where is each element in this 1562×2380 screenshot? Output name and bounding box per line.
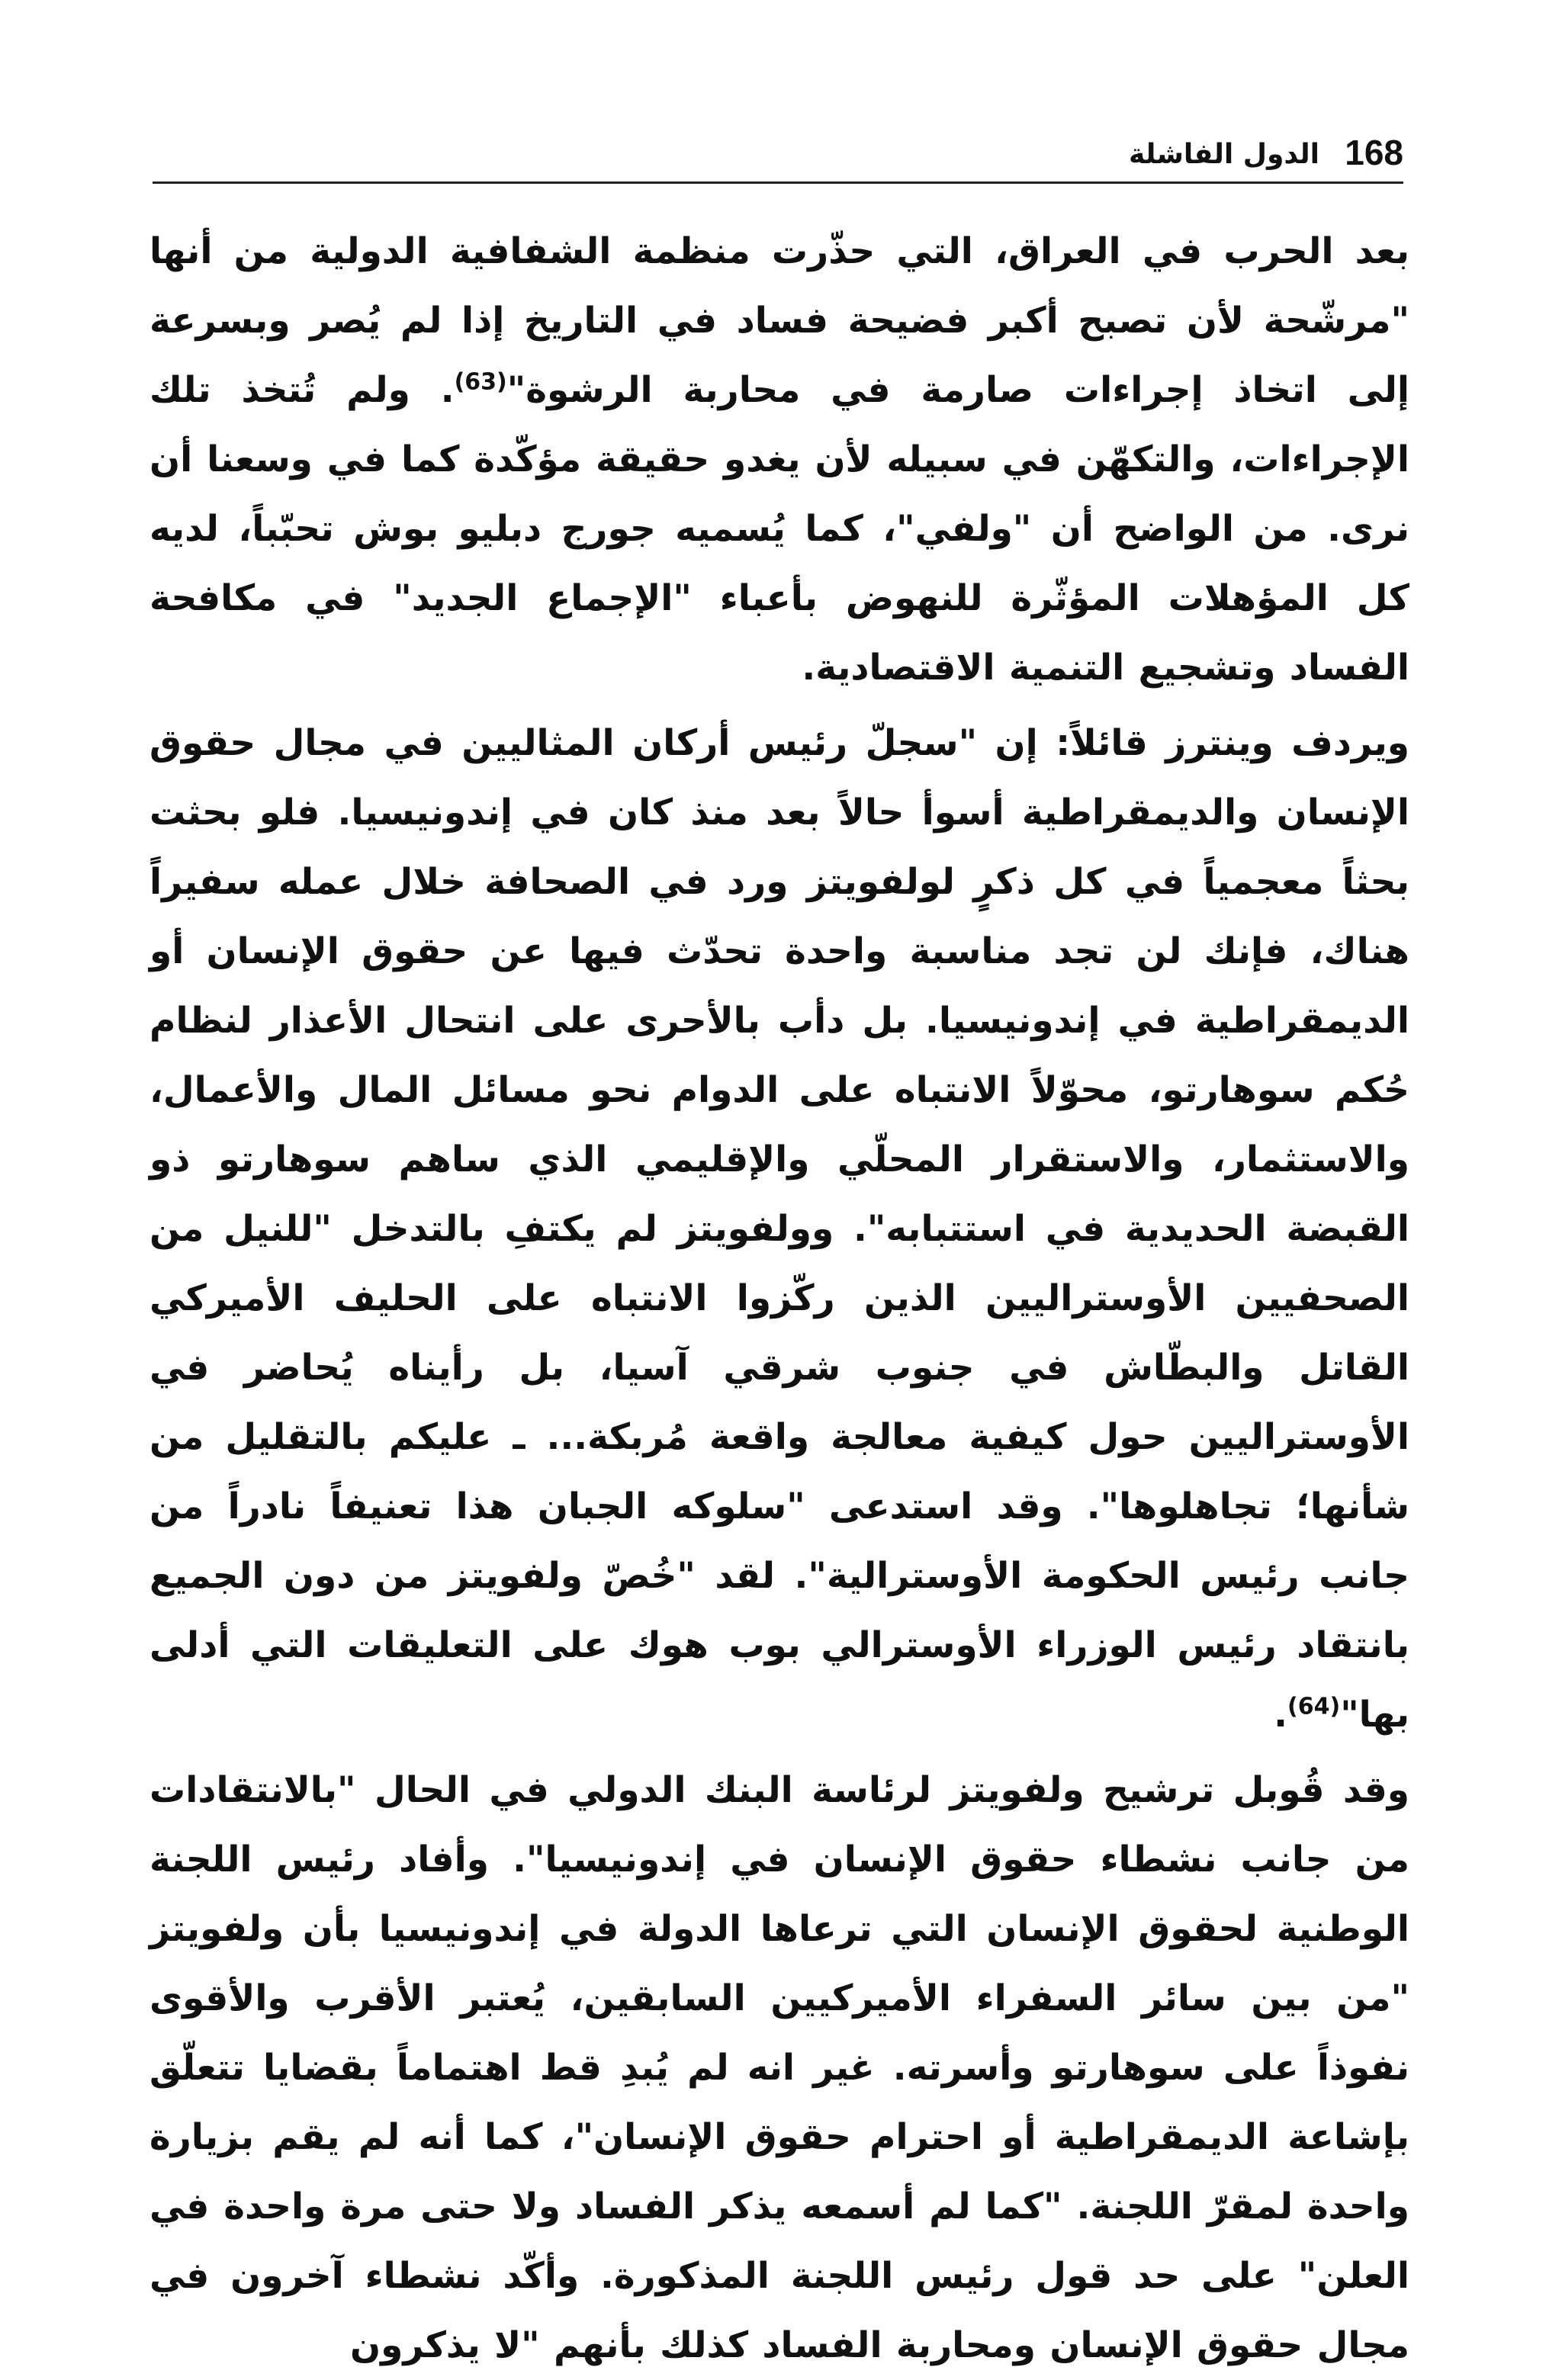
paragraph-2 [149,708,1409,1749]
running-title: الدول الفاشلة [1128,139,1319,170]
running-header [153,128,1403,184]
paragraph-text: ويردف وينترز قائلاً: إن "سجلّ رئيس أركان المثاليين في مجال حقوق الإنسان والديمقراطية أسوأ حالاً بعد منذ كان في إندونيسيا. فلو بحثت بحثاً معجمياً في كل ذكرٍ لولفويتز ورد في الصحافة خلال عمله سفيراً هناك، فإنك لن تجد مناسبة واحدة تحدّث فيها عن حقوق الإنسان أو الديمقراطية في إندونيسيا. بل دأب بالأحرى على انتحال الأعذار لنظام حُكم سوهارتو، محوّلاً الانتباه على الدوام نحو مسائل المال والأعمال، والاستثمار، والاستقرار المحلّي والإقليمي الذي ساهم سوهارتو ذو القبضة الحديدية في استتبابه". وولفويتز لم يكتفِ بالتدخل "للنيل من الصحفيين الأوستراليين الذين ركّزوا الانتباه على الحليف الأميركي القاتل والبطّاش في جنوب شرقي آسيا، بل رأيناه يُحاضر في الأوستراليين حول كيفية معالجة واقعة مُربكة... ـ عليكم بالتقليل من شأنها؛ تجاهلوها". وقد استدعى "سلوكه الجبان هذا تعنيفاً نادراً من جانب رئيس الحكومة الأوسترالية". لقد "خُصّ ولفويتز من دون الجميع بانتقاد رئيس الوزراء الأوسترالي بوب هوك على التعليقات التي أدلى بها" [149,722,1409,1736]
paragraph-text: . [1274,1694,1288,1736]
footnote-ref-63: (63) [454,368,507,396]
paragraph-3 [149,1755,1409,2380]
footnote-ref-64: (64) [1287,1693,1341,1720]
page-number: 168 [1345,133,1403,172]
body-text [149,217,1409,2380]
paragraph-1 [149,217,1409,702]
paragraph-text: . ولم تُتخذ تلك الإجراءات، والتكهّن في سبيله لأن يغدو حقيقة مؤكّدة كما في وسعنا أن نرى. من الواضح أن "ولفي"، كما يُسميه جورج دبليو بوش تحبّباً، لديه كل المؤهلات المؤثّرة للنهوض بأعباء "الإجماع الجديد" في مكافحة الفساد وتشجيع التنمية الاقتصادية. [149,369,1409,689]
paragraph-text: وقد قُوبل ترشيح ولفويتز لرئاسة البنك الدولي في الحال "بالانتقادات من جانب نشطاء حقوق الإنسان في إندونيسيا". وأفاد رئيس اللجنة الوطنية لحقوق الإنسان التي ترعاها الدولة في إندونيسيا بأن ولفويتز "من بين سائر السفراء الأميركيين السابقين، يُعتبر الأقرب والأقوى نفوذاً على سوهارتو وأسرته. غير انه لم يُبدِ قط اهتماماً بقضايا تتعلّق بإشاعة الديمقراطية أو احترام حقوق الإنسان"، كما أنه لم يقم بزيارة واحدة لمقرّ اللجنة. "كما لم أسمعه يذكر الفساد ولا حتى مرة واحدة في العلن" على حد قول رئيس اللجنة المذكورة. وأكّد نشطاء آخرون في مجال حقوق الإنسان ومحاربة الفساد كذلك بأنهم "لا يذكرون [149,1769,1409,2366]
paragraph-text: بعد الحرب في العراق، التي حذّرت منظمة الشفافية الدولية من أنها "مرشّحة لأن تصبح أكبر فضيحة فساد في التاريخ إذا لم يُصر وبسرعة إلى اتخاذ إجراءات صارمة في محاربة الرشوة" [149,230,1409,411]
